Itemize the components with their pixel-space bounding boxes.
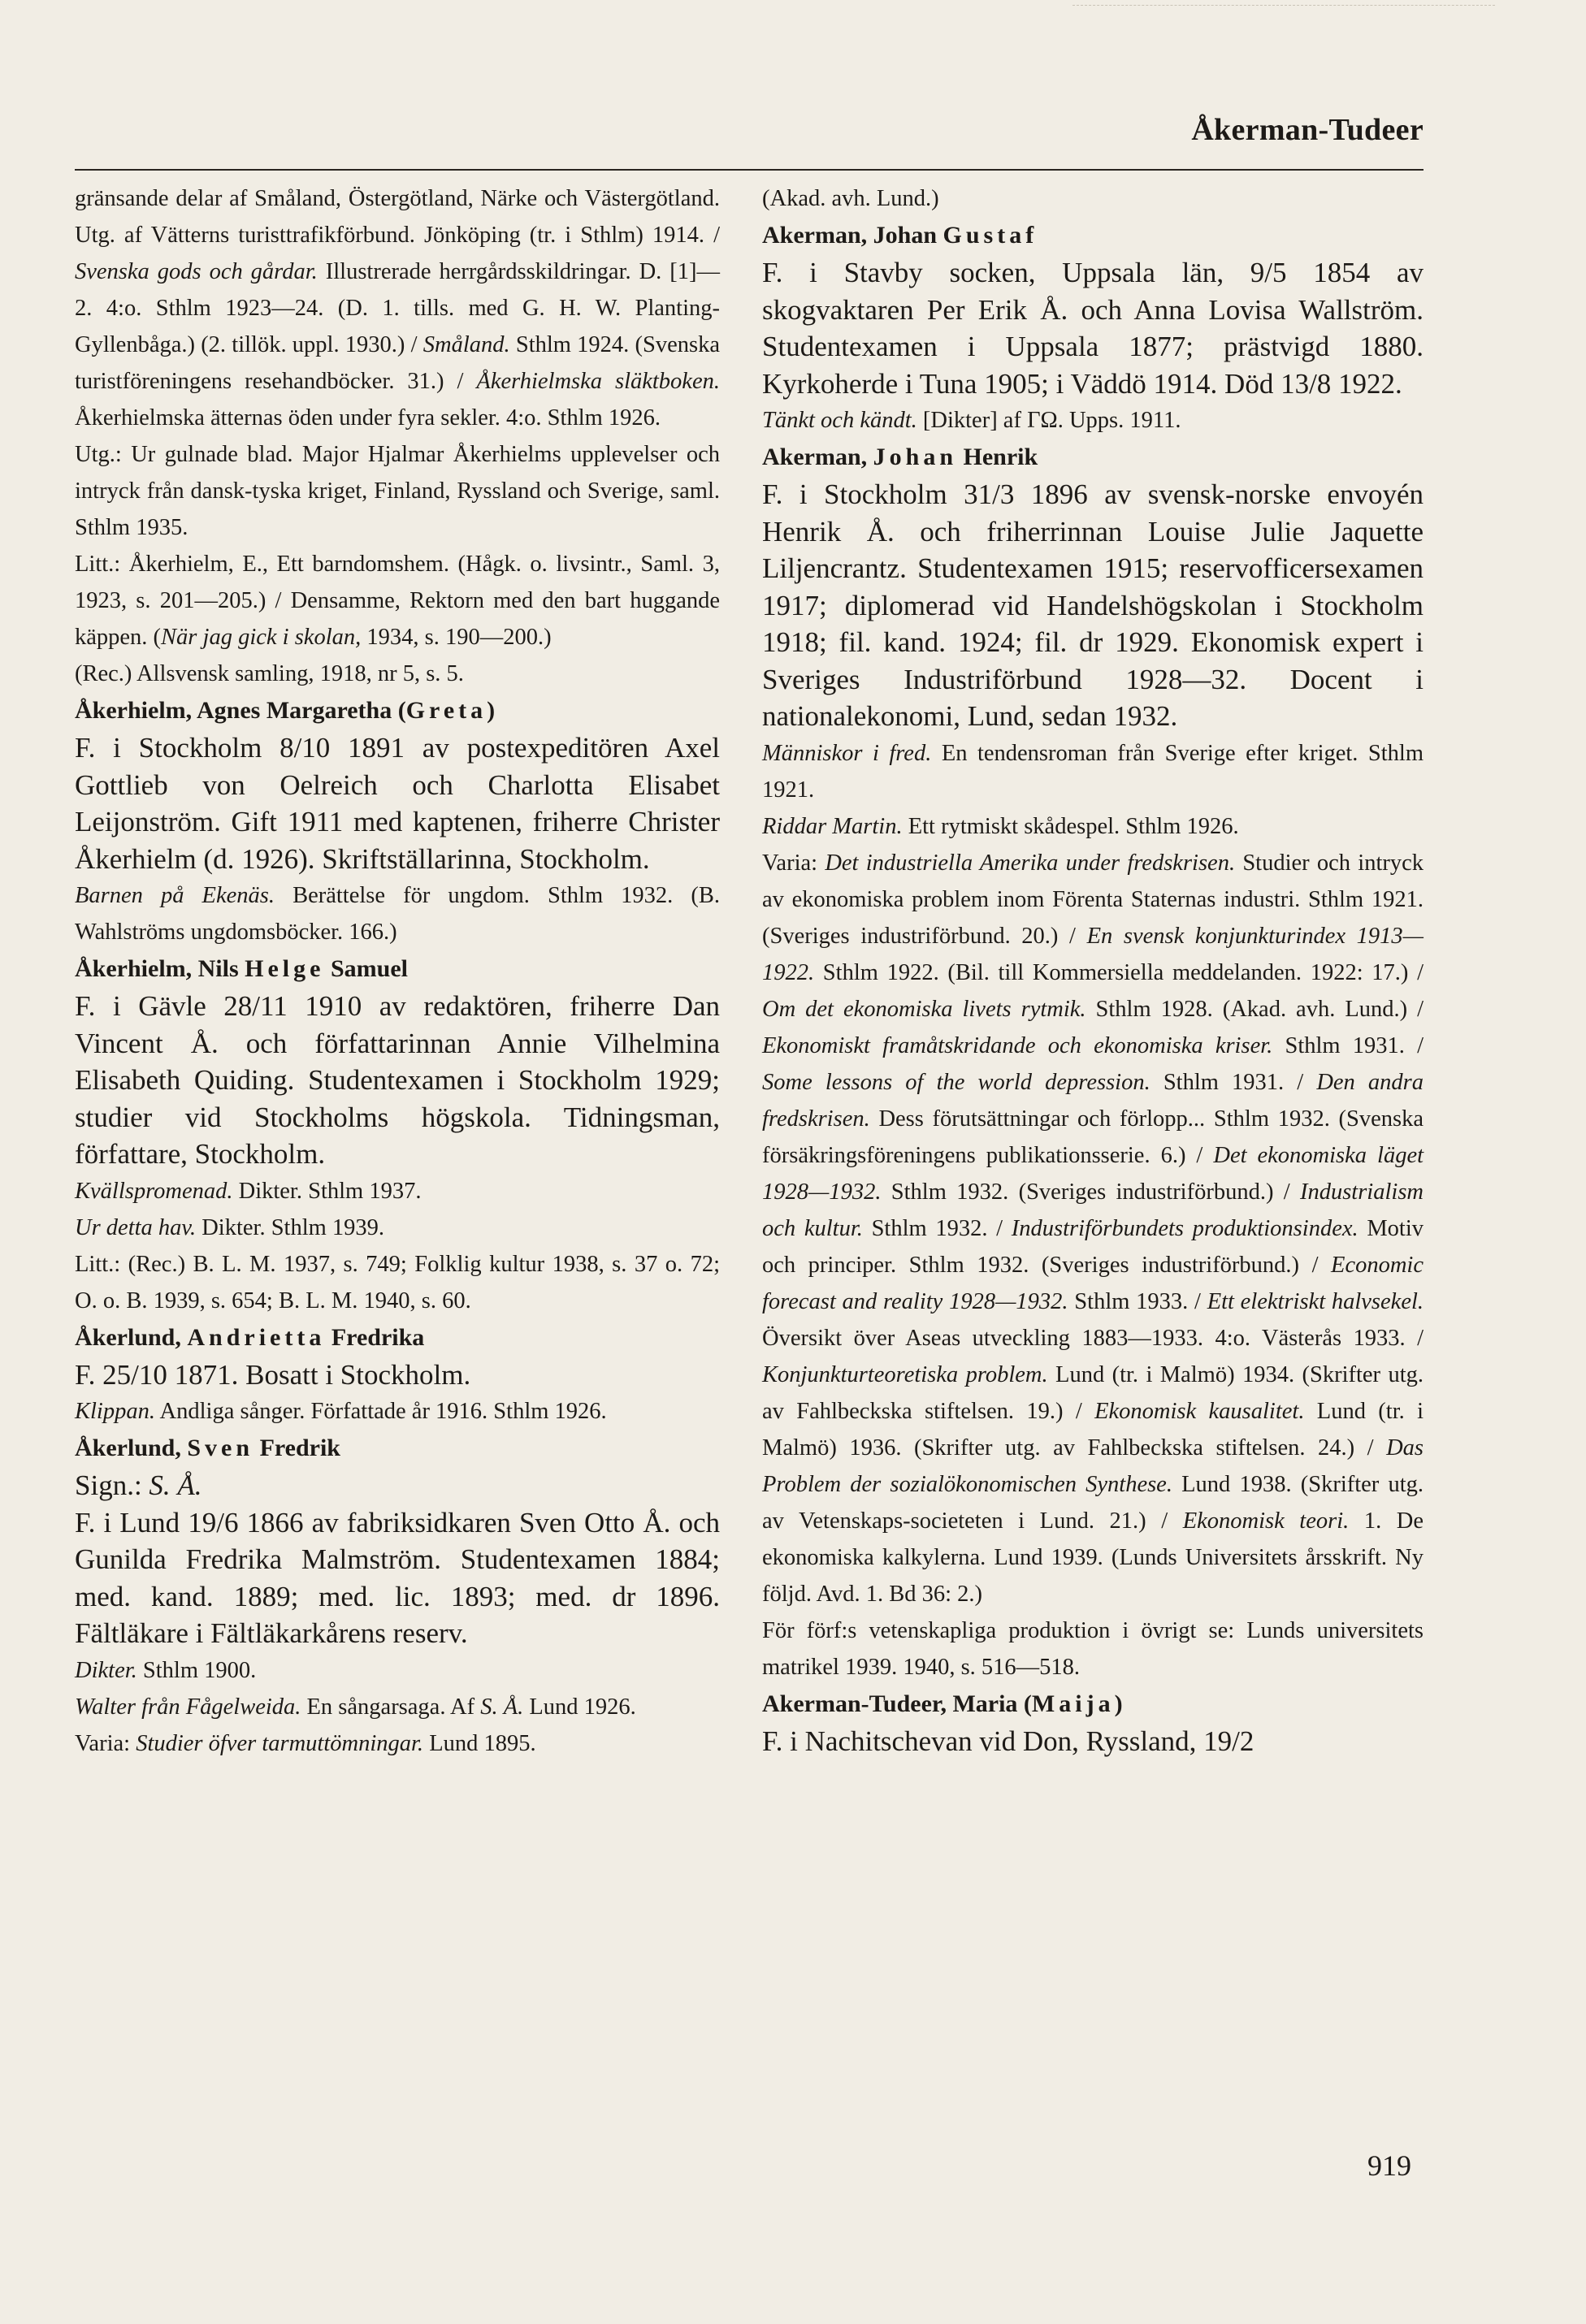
entry-heading: Akerman-Tudeer, Maria (Maija)	[762, 1690, 1123, 1717]
entry-heading: Åkerlund, Andrietta Fredrika	[75, 1323, 425, 1351]
entry-signature: Sign.: S. Å.	[75, 1469, 202, 1501]
entry-work: Tänkt och kändt. [Dikter] af ΓΩ. Upps. 1911.	[762, 408, 1181, 433]
entry-biography: F. i Nachitschevan vid Don, Ryssland, 19/2	[762, 1725, 1254, 1757]
entry-biography: F. i Lund 19/6 1866 av fabriksidkaren Sven Otto Å. och Gunilda Fredrika Malmström. Studentexamen 1884; med. kand. 1889; med. lic. 1893; med. dr 1896. Fältläkare i Fältläkarkårens reserv.	[75, 1506, 720, 1649]
paragraph: Utg.: Ur gulnade blad. Major Hjalmar Åkerhielms upplevelser och intryck från dansk-tyska kriget, Finland, Ryssland och Sverige, saml. Sthlm 1935.	[75, 442, 720, 540]
entry-work: Varia: Studier öfver tarmuttömningar. Lund 1895.	[75, 1730, 536, 1756]
entry-heading: Åkerlund, Sven Fredrik	[75, 1435, 340, 1461]
entry-biography: F. 25/10 1871. Bosatt i Stockholm.	[75, 1358, 471, 1391]
entry-work: Dikter. Sthlm 1900.	[75, 1657, 257, 1683]
entry-heading: Åkerhielm, Nils Helge Samuel	[75, 955, 408, 982]
entry-work-list: Varia: Det industriella Amerika under fredskrisen. Studier och intryck av ekonomiska problem inom Förenta Staternas industri. Sthlm 1921. (Sveriges industriförbund. 20.) / En svensk konjunkturindex 1913—1922. Sthlm 1922. (Bil. till Kommersiella meddelanden. 1922: 17.) / Om det ekonomiska livets rytmik. Sthlm 1928. (Akad. avh. Lund.) / Ekonomiskt framåtskridande och ekonomiska kriser. Sthlm 1931. / Some lessons of the world depression. Sthlm 1931. / Den andra fredskrisen. Dess förutsättningar och förlopp... Sthlm 1932. (Svenska försäkringsföreningens publikationsserie. 6.) / Det ekonomiska läget 1928—1932. Sthlm 1932. (Sveriges industriförbund.) / Industrialism och kultur. Sthlm 1932. / Industriförbundets produktionsindex. Motiv och principer. Sthlm 1932. (Sveriges industriförbund.) / Economic forecast and reality 1928—1932. Sthlm 1933. / Ett elektriskt halvsekel. Översikt över Aseas utveckling 1883—1933. 4:o. Västerås 1933. / Konjunkturteoretiska problem. Lund (tr. i Malmö) 1934. (Skrifter utg. av Fahlbeckska stiftelsen. 19.) / Ekonomisk kausalitet. Lund (tr. i Malmö) 1936. (Skrifter utg. av Fahlbeckska stiftelsen. 24.) / Das Problem der sozialökonomischen Synthese. Lund 1938. (Skrifter utg. av Vetenskaps-societeten i Lund. 21.) / Ekonomisk teori. 1. De ekonomiska kalkylerna. Lund 1939. (Lunds Universitets årsskrift. Ny följd. Avd. 1. Bd 36: 2.)	[762, 850, 1424, 1607]
scan-edge-line	[1072, 5, 1495, 6]
entry-work: Walter från Fågelweida. En sångarsaga. Af S. Å. Lund 1926.	[75, 1694, 636, 1720]
entry-work: Barnen på Ekenäs. Berättelse för ungdom. Sthlm 1932. (B. Wahlströms ungdomsböcker. 166.)	[75, 883, 721, 945]
left-column	[75, 180, 720, 1762]
running-head: Åkerman-Tudeer	[1191, 113, 1424, 147]
paragraph: gränsande delar af Småland, Östergötland, Närke och Västergötland. Utg. af Vätterns turisttrafikförbund. Jönköping (tr. i Sthlm) 1914. / Svenska gods och gårdar. Illustrerade herrgårdsskildringar. D. [1]—2. 4:o. Sthlm 1923—24. (D. 1. tills. med G. H. W. Planting-Gyllenbåga.) (2. tillök. uppl. 1930.) / Småland. Sthlm 1924. (Svenska turistföreningens resehandböcker. 31.) / Åkerhielmska släktboken. Åkerhielmska ätternas öden under fyra sekler. 4:o. Sthlm 1926.	[75, 186, 721, 431]
entry-biography: F. i Gävle 28/11 1910 av redaktören, friherre Dan Vincent Å. och författarinnan Annie Vilhelmina Elisabeth Quiding. Studentexamen i Stockholm 1929; studier vid Stockholms högskola. Tidningsman, författare, Stockholm.	[75, 990, 720, 1170]
entry-work: Människor i fred. En tendensroman från Sverige efter kriget. Sthlm 1921.	[762, 740, 1424, 803]
entry-work: Klippan. Andliga sånger. Författade år 1916. Sthlm 1926.	[75, 1399, 607, 1424]
page-number: 919	[1367, 2149, 1411, 2182]
right-column	[762, 180, 1424, 1759]
entry-heading: Akerman, Johan Gustaf	[762, 222, 1038, 249]
entry-work: Riddar Martin. Ett rytmiskt skådespel. Sthlm 1926.	[762, 813, 1239, 839]
entry-work: Kvällspromenad. Dikter. Sthlm 1937.	[75, 1178, 422, 1204]
header-rule	[75, 169, 1424, 171]
entry-note: För förf:s vetenskapliga produktion i övrigt se: Lunds universitets matrikel 1939. 1940, s. 516—518.	[762, 1617, 1424, 1680]
entry-heading: Akerman, Johan Henrik	[762, 444, 1038, 470]
entry-biography: F. i Stockholm 8/10 1891 av postexpeditören Axel Gottlieb von Oelreich och Charlotta Elisabet Leijonström. Gift 1911 med kaptenen, friherre Christer Åkerhielm (d. 1926). Skriftställarinna, Stockholm.	[75, 732, 720, 875]
paragraph: (Rec.) Allsvensk samling, 1918, nr 5, s. 5.	[75, 661, 464, 686]
entry-heading: Åkerhielm, Agnes Margaretha (Greta)	[75, 697, 496, 724]
paragraph: (Akad. avh. Lund.)	[762, 186, 939, 211]
entry-literature: Litt.: (Rec.) B. L. M. 1937, s. 749; Folklig kultur 1938, s. 37 o. 72; O. o. B. 1939, s. 654; B. L. M. 1940, s. 60.	[75, 1251, 720, 1313]
entry-work: Ur detta hav. Dikter. Sthlm 1939.	[75, 1214, 385, 1240]
paragraph: Litt.: Åkerhielm, E., Ett barndomshem. (Hågk. o. livsintr., Saml. 3, 1923, s. 201—205.) / Densamme, Rektorn med den bart huggande käppen. (När jag gick i skolan, 1934, s. 190—200.)	[75, 552, 720, 650]
entry-biography: F. i Stockholm 31/3 1896 av svensk-norske envoyén Henrik Å. och friherrinnan Louise Julie Jaquette Liljencrantz. Studentexamen 1915; reservofficersexamen 1917; diplomerad vid Handelshögskolan i Stockholm 1918; fil. kand. 1924; fil. dr 1929. Ekonomisk expert i Sveriges Industriförbund 1928—32. Docent i nationalekonomi, Lund, sedan 1932.	[762, 478, 1424, 732]
entry-biography: F. i Stavby socken, Uppsala län, 9/5 1854 av skogvaktaren Per Erik Å. och Anna Lovisa Wallström. Studentexamen i Uppsala 1877; prästvigd 1880. Kyrkoherde i Tuna 1905; i Väddö 1914. Död 13/8 1922.	[762, 257, 1424, 400]
